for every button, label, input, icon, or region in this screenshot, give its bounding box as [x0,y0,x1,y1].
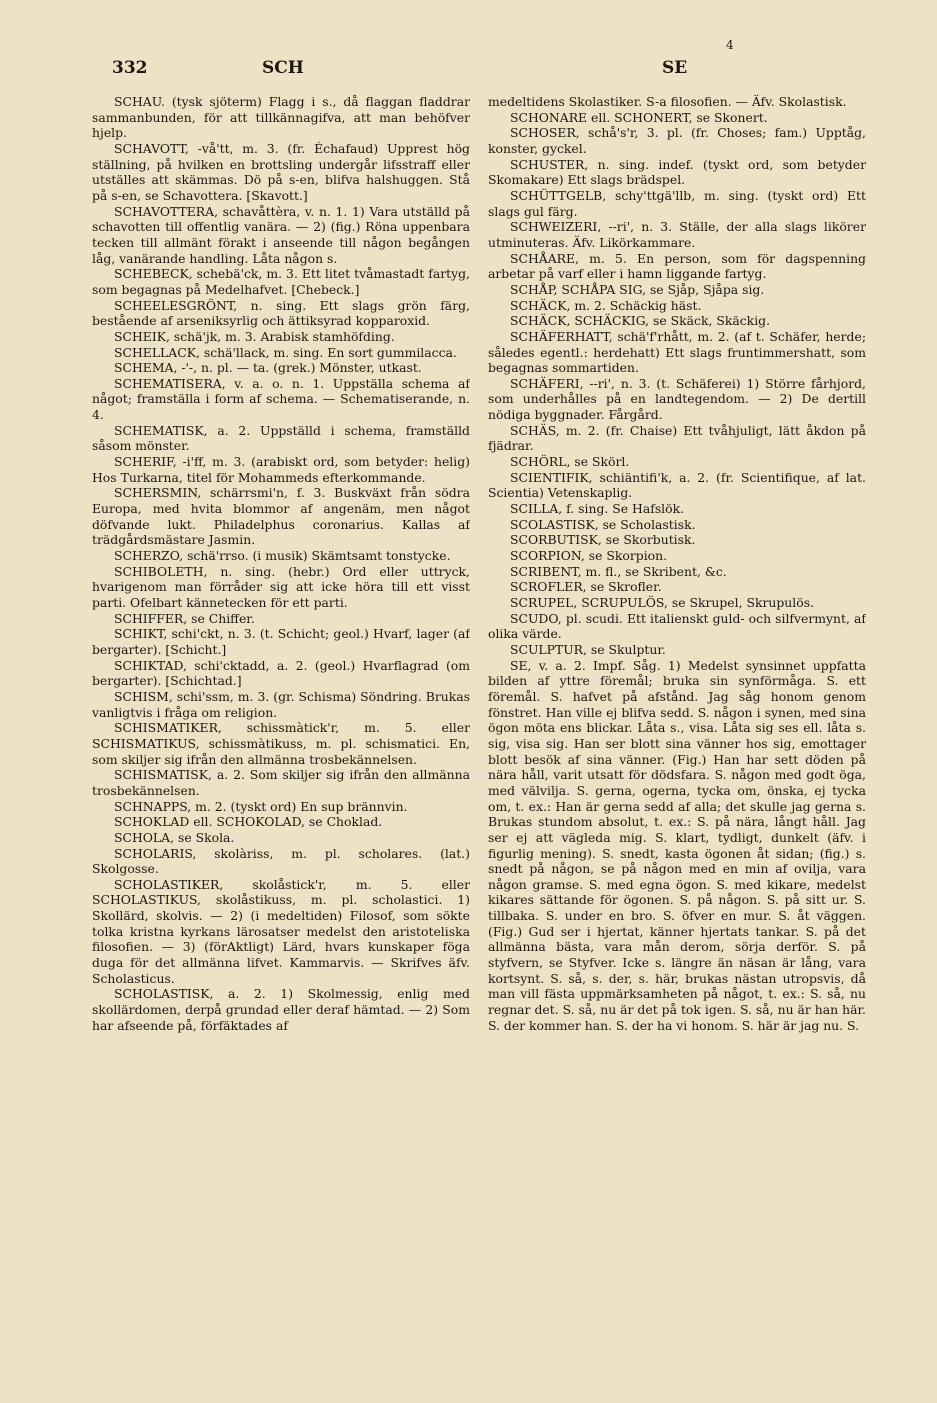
dictionary-entry: SCOLASTISK, se Scholastisk. [510,516,696,532]
dictionary-entry: SCHISM, schi'ssm, m. 3. (gr. Schisma) Söndring. Brukas vanligtvis i fråga om religion. [92,688,470,720]
dictionary-entry: SCHISMATIKER, schissmàtick'r, m. 5. eller SCHISMATIKUS, schissmàtikuss, m. pl. schismatici. En, som skiljer sig ifrån den allmänna trosbekännelsen. [92,720,470,767]
dictionary-entry: SCHAVOTTERA, schavåttèra, v. n. 1. 1) Vara utställd på schavotten till offentlig vanära. — 2) (fig.) Röna uppenbara tecken till allmänt förakt i anseende till någon begången låg, vanärande handling. Låta någon s. [92,203,470,266]
dictionary-entry: SCHERIF, -i'ff, m. 3. (arabiskt ord, som betyder: helig) Hos Turkarna, titel för Mohammeds efterkommande. [92,454,470,485]
dictionary-entry: SCHEMATISK, a. 2. Uppställd i schema, framställd såsom mönster. [92,422,470,454]
dictionary-entry: SCROFLER, se Skrofler. [510,579,662,595]
dictionary-entry: SCHÄS, m. 2. (fr. Chaise) Ett tvåhjuligt, lätt åkdon på fjädrar. [488,422,866,454]
dictionary-entry: SCHUSTER, n. sing. indef. (tyskt ord, som betyder Skomakare) Ett slags brädspel. [488,156,866,188]
dictionary-entry: SCORBUTISK, se Skorbutisk. [510,532,696,548]
dictionary-entry: SCHAVOTT, -vå'tt, m. 3. (fr. Échafaud) Upprest hög ställning, på hvilken en brottsling undergår lifsstraff eller utställes att skämmas. Dö på s-en, blifva halshuggen. Stå på s-en, se Schavottera. [Skavott.] [92,140,470,203]
dictionary-entry: SCIENTIFIK, schiäntifi'k, a. 2. (fr. Scientifique, af lat. Scientia) Vetenskaplig. [488,469,866,501]
dictionary-entry: SCHÄCK, SCHÄCKIG, se Skäck, Skäckig. [510,313,771,329]
dictionary-entry: SCORPION, se Skorpion. [510,548,668,564]
dictionary-entry: SCULPTUR, se Skulptur. [510,641,666,657]
dictionary-entry: SCHAU. (tysk sjöterm) Flagg i s., då flaggan fladdrar sammanbunden, för att tillkännagifva, att man behöfver hjelp. [92,94,470,141]
dictionary-entry: medeltidens Skolastiker. S-a filosofien. — Äfv. Skolastisk. [488,94,847,109]
dictionary-entry: SCHNAPPS, m. 2. (tyskt ord) En sup brännvin. [114,798,408,814]
dictionary-entry: SCILLA, f. sing. Se Hafslök. [510,501,685,517]
left-column [92,94,470,1332]
dictionary-entry: SCRIBENT, m. fl., se Skribent, &c. [510,563,727,579]
dictionary-entry: SCHIFFER, se Chiffer. [114,610,255,626]
dictionary-entry: SCHELLACK, schä'llack, m. sing. En sort gummilacca. [114,344,457,360]
dictionary-entry: SCHOLARIS, skolàriss, m. pl. scholares. (lat.) Skolgosse. [92,845,470,877]
dictionary-entry: SCHÜTTGELB, schy'ttgä'llb, m. sing. (tyskt ord) Ett slags gul färg. [488,187,866,219]
page-number: 332 [112,58,148,78]
dictionary-entry: SCHÅP, SCHÅPA SIG, se Sjåp, Sjåpa sig. [510,281,765,297]
dictionary-entry: SCHEIK, schä'jk, m. 3. Arabisk stamhöfding. [114,328,395,344]
dictionary-entry: SCHERSMIN, schärrsmi'n, f. 3. Buskväxt från södra Europa, med hvita blommor af angenäm, men något döfvande lukt. Philadelphus coronarius. Kallas af trädgårdsmästare Jasmin. [92,485,470,548]
dictionary-entry: SCHÄCK, m. 2. Schäckig häst. [510,297,702,313]
right-column [488,94,866,1332]
dictionary-entry: SCHEELESGRÖNT, n. sing. Ett slags grön färg, bestående af arseniksyrlig och ättiksyrad kopparoxid. [92,297,470,329]
printer-mark: 4 [726,38,734,52]
dictionary-entry: SCHOKLAD ell. SCHOKOLAD, se Choklad. [114,814,383,830]
dictionary-entry: SCHOLASTIKER, skolåstick'r, m. 5. eller SCHOLASTIKUS, skolåstikuss, m. pl. scholastici. 1) Skollärd, skolvis. — 2) (i medeltiden) Filosof, som sökte tolka kristna kyrkans lärosatser medelst den aristoteliska filosofien. — 3) (förAktligt) Lärd, hvars kunskaper föga duga för det allmänna lifvet. Kammarvis. — Skrifves äfv. Scholasticus. [92,876,470,986]
dictionary-entry: SCRUPEL, SCRUPULÖS, se Skrupel, Skrupulös. [510,595,815,610]
dictionary-entry: SCHÄFERI, --ri', n. 3. (t. Schäferei) 1) Större fårhjord, som underhålles på en landtegendom. — 2) De dertill nödiga byggnader. Fårgård. [488,375,866,423]
running-head-right: SE [662,58,688,78]
dictionary-entry: SCHÅARE, m. 5. En person, som för dagspenning arbetar på varf eller i hamn liggande fartyg. [488,250,866,282]
dictionary-entry: SCHIKTAD, schi'cktadd, a. 2. (geol.) Hvarflagrad (om bergarter). [Schichtad.] [92,657,470,689]
dictionary-entry: SCHÄFERHATT, schä'f'rhått, m. 2. (af t. Schäfer, herde; således egentl.: herdehatt) Ett slags fruntimmershatt, som begagnas sommartiden. [488,328,866,376]
dictionary-entry: SCHIBOLETH, n. sing. (hebr.) Ord eller uttryck, hvarigenom man förråder sig att icke höra till ett visst parti. Ofelbart kännetecken för ett parti. [92,563,470,610]
dictionary-entry: SCHONARE ell. SCHONERT, se Skonert. [510,109,768,125]
dictionary-entry: SCHISMATISK, a. 2. Som skiljer sig ifrån den allmänna trosbekännelsen. [92,767,470,798]
dictionary-entry: SCHÖRL, se Skörl. [510,454,630,470]
dictionary-entry: SCHERZO, schä'rrso. (i musik) Skämtsamt tonstycke. [114,548,451,564]
dictionary-entry: SCHOSER, schå's'r, 3. pl. (fr. Choses; fam.) Upptåg, konster, gyckel. [488,125,866,156]
dictionary-entry: SCHOLA, se Skola. [114,829,235,845]
dictionary-entry: SCHEBECK, schebä'ck, m. 3. Ett litet tvåmastadt fartyg, som begagnas på Medelhafvet. [Chebeck.] [92,266,470,297]
dictionary-entry: SCHEMATISERA, v. a. o. n. 1. Uppställa schema af något; framställa i form af schema. — Schematiserande, n. 4. [92,375,470,423]
dictionary-entry: SCHIKT, schi'ckt, n. 3. (t. Schicht; geol.) Hvarf, lager (af bergarter). [Schicht.] [92,626,470,657]
dictionary-entry: SCUDO, pl. scudi. Ett italienskt guld- och silfvermynt, af olika värde. [488,610,866,642]
dictionary-entry: SE, v. a. 2. Impf. Såg. 1) Medelst synsinnet uppfatta bilden af yttre föremål; bruka sin synförmåga. S. ett föremål. S. hafvet på afstånd. Jag såg honom genom fönstret. Han ville ej blifva sedd. S. någon i synen, med sina ögon möta ens blickar. Låta s., visa. Låta sig ses ell. låta s. sig, visa sig. Han ser blott sina vänner hos sig, emottager blott besök af sina vänner. (Fig.) Han har sett döden på nära håll, varit utsatt för dödsfara. S. någon med godt öga, med välvilja. S. gerna, ogerna, tycka om, önska, ej tycka om, t. ex.: Han är gerna sedd af alla; det skulle jag gerna s. Brukas stundom absolut, t. ex.: S. på nära, långt håll. Jag ser ej att vägleda mig. S. klart, tydligt, dunkelt (äfv. i figurlig mening). S. snedt, kasta ögonen åt sidan; (fig.) s. snedt på någon, se på någon med en min af ovilja, vara någon gramse. S. med egna ögon. S. med kikare, medelst kikares sättande för ögonen. S. på någon. S. på sitt ur. S. tillbaka. S. under en bro. S. öfver en mur. S. åt väggen. (Fig.) Gud ser i hjertat, känner hjertats tankar. S. på det allmänna bästa, vara mån derom, sörja derför. S. på styfvern, se Styfver. Icke s. längre än näsan är lång, vara kortsynt. S. så, s. der, s. här, brukas nästan utropsvis, då man vill fästa uppmärksamheten på något, t. ex.: S. så, nu regnar det. S. så, nu är det på tok igen. S. så, nu är han här. S. der kommer han. S. der ha vi honom. S. här är jag nu. S. [488,657,866,1033]
dictionary-entry: SCHOLASTISK, a. 2. 1) Skolmessig, enlig med skollärdomen, derpå grundad eller deraf hämtad. — 2) Som har afseende på, förfäktades af [92,986,470,1033]
dictionary-entry: SCHWEIZERI, --ri', n. 3. Ställe, der alla slags likörer utminuteras. Äfv. Likörkammare. [488,219,866,250]
dictionary-entry: SCHEMA, -'-, n. pl. — ta. (grek.) Mönster, utkast. [114,360,422,376]
running-head-left: SCH [262,58,304,78]
